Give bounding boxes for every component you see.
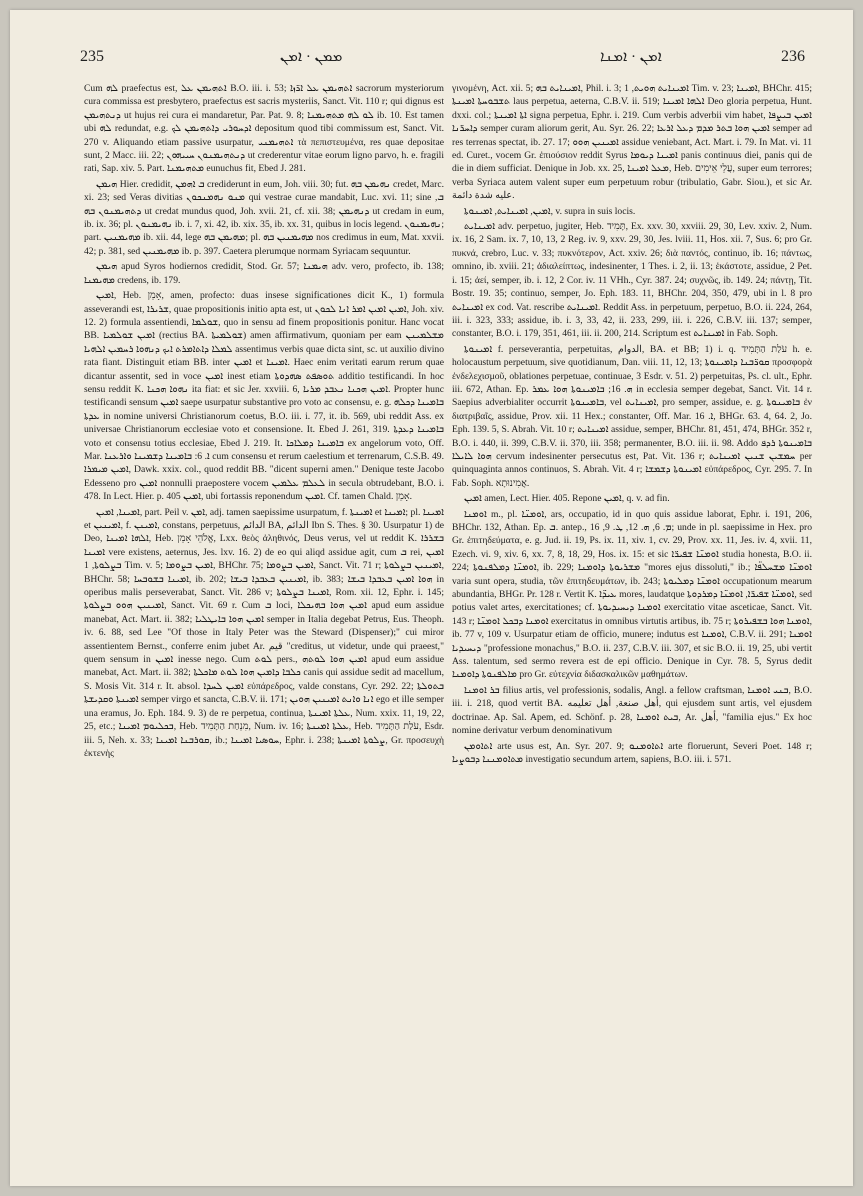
running-title-right: ܐܡܢ · ܐܡܢܐ xyxy=(600,49,662,65)
paragraph: γινομένη, Act. xii. 5; ܐܡܝܢܐܝܬ ܒܗ, Phil. i. 3; ܐܡܝܢܐܝܬ ܗܘܝܬ, 1 Tim. v. 23; ܐܡܝܢܐ, BHChr. 415; ܬܫܒܘܚܬܐ ܐܡܝܢܬܐ laus perpetua, aeterna, C.B.V. ii. 519; ܐܠܗܐ ܐܡܝܢܐ Deo gloria perpetua, Hunt. dxxi. col.; ܐܬܐ ܐܡܝܢܬܐ signa perpetua, Ephr. i. 219. Cum verbis adverbii vim habet, ܐܡܝܢ ܒܝܨܦܐ ܕܐܚܪ̈ܢܐ semper curam aliorum gerit, Au. Syr. 26. 22; ܐܡܝܢ ܗܘܐ ܒܬܪ ܡܕܡ ܕܥܠ ܐܪܥܐ semper ad res terrenas spectat, ib. 27. 17; ܐܡܝܢܝܢ ܗܘܘ assidue veniebant, Act. Mart. i. 79. In Mat. vi. 11 ed. Curet., vocem Gr. ἐπιούσιον reddit Syrus ܐܡܝܢܐ ܕܝܘܡܐ panis continuus diei, panis qui de die in diem sufficiat. Denique in Job. xx. 25, ܡܥܠ ܐܡܝܢܐ, Heb. עֲלֵי אֵימִים, super eum terrores; verba Syriaca autem valent super eum perpetuum robur (tribulatio, Gabr. Siou.), et sic Ar. عليه شدة دائمة. xyxy=(452,83,812,202)
paragraph: ܐܡܝܢܐ, ܐܡܝܢ, part. Peil v. ܐܡܢ, adj. tamen saepissime usurpatum, f. ܐܡܝܢܬܐ et ܐܡܝܢܐ; pl. ܐܡܝܢܐ et ܐܡܝܢܝܢ, f. ܐܡܝܢܢ, constans, perpetuus, الدائم BA, الدائم Ibn S. Thes. § 30. Usurpatur 1) de Deo, ܐܠܗܐ ܐܡܝܢܐ, Heb. אֱלֹהֵי אָמֵן, Lxx. θεὸς ἀληθινός, Deus verus, vel ut reddit K. ܒܫܪܪܐ ܐܡܝܢܐ vere existens, aeternus, Jes. lxv. 16. 2) de eo qui aliqd assidue agit, cum ܒ rei, ܐܡܝܢ ܒܨܠܘܬܐ, 1 Tim. v. 5; ܐܡܝܢ ܒܨܘܡܐ, BHChr. 75; ܐܡܝܢ ܒܨܘܡܐ, Sanct. Vit. 71 r; ܐܡܝܢܝܢ ܒܨܠܘܬܐ, BHChr. 58; ܐܡܝܢܐ ܒܫܘܒܚܐ, ib. 202; ܐܡܝܢܝܢ ܒܥܒܕܐ ܒܝܫܐ, ib. 383; ܗܘܐ ܐܡܝܢ ܒܥܒܕܐ ܒܝܫܐ in operibus malis perseverabat, Sanct. Vit. 286 v; ܐܡܝܢܐ ܒܨܠܘܬܐ, Rom. xii. 12, Ephr. i. 145; ܐܡܝܢܝܢ ܗܘܘ ܒܨܠܘܬܐ, Sanct. Vit. 69 r. Cum ܒ loci, ܐܡܝܢ ܗܘܐ ܒܗܝܟܠܐ apud eum assidue manebat, Act. Mart. ii. 382; ܐܡܝܢ ܗܘܐ ܒܐܝܛܠܝܐ semper in Italia degebat Petrus, Eus. Theoph. iv. 6. 88, sed Lee "Of those in Italy Peter was the Steward (Dispenser);" cui miror assentientem Bernst., conferre enim jubet Ar. قيم "creditus, ut videtur, unde qui praeest," quem sensum in ܐܡܝܢ inesse nego. Cum ܠܘܬ pers., ܐܡܝܢ ܗܘܐ ܠܘܬܗ apud eum assidue manebat, Act. Mart. ii. 382; ܟܠܒܐ ܕܐܡܝܢ ܗܘܐ ܠܘܬ ܡܐܟܠܬܐ canis qui assidue sedit ad macellum, S. Mosis Vit. 314 r. It. absol. ܐܡܝܢ ܠܚܕܐ εὐπάρεδρος, valde constans, Cyr. 292. 22; ܒܬܘܠܬܐ ܐܡܝܢܬܐ ܘܩܕܝܫܬܐ semper virgo et sancta, C.B.V. ii. 171; ܐܢܐ ܘܐܢܬ ܐܡܝܢܝܢ ܗܘܝܢ ego et ille semper una eramus, Jo. Eph. 184. 9. 3) de re perpetua, continua, ܥܠܬܐ ܐܡܝܢܬܐ, Num. xxix. 11, 19, 22, 25, etc.; ܒܟܠܝܘܡ ܐܡܝܢܐ, Heb. מִנְחַת הַתָּמִיד, Num. iv. 16; ܥܠܬܐ ܐܡܝܢܬܐ, Heb. עֹלַת הַתָּמִיד, Esdr. iii. 5, Neh. x. 33; ܩܘܪܒܢܐ ܐܡܝܢܐ, ib.; ܚܘܣܝܐ ܐܡܝܢܐ, Ephr. i. 238; ܨܠܘܬܐ ܐܡܝܢܬܐ, Gr. προσευχὴ ἐκτενὴς xyxy=(84,506,444,759)
paragraph: ܐܡܝܢ, Heb. אָמֵן, amen, profecto: duas insese significationes dicit K., 1) formula asseverandi est, ܫܪܝܪܐ, quae propositionis initio apta est, ut ܐܡܝܢ ܐܡܝܢ ܐܡܪ ܐܢܐ ܠܟܘܢ, Joh. xiv. 12. 2) formula assentiendi, ܫܘܠܡܐ, quo in sensu ad finem propositionis ponitur. Hanc vocat BB. ܐܡܝܢ ܫܘܠܡܝܐ (rectius BA. ܫܘܠܡܝܬܐ) amen affirmativum, quoniam per eam ܡܫܠܡܝܢܢ ܠܡܠܐ ܕܐܬܐܡܪܬ ܐܝܟ ܕܢܗܘܐ ܪܚܡܝܢ ܐܠܗܝܐ assentimus verbis quae dicta sint, sc. ut auxilio divino rata fiant. Distinguit etiam BB. inter ܐܡܝܢ et ܐܡܝܢܐ. Haec enim veritati earum rerum quae dicantur assentit, sed in voce ܐܡܝܢ inest etiam ܬܘܣܦܬ ܣܗܕܘܬܐ additio testificandi. In hoc sensu reddit K. ܢܗܘܐ ܗܟܢܐ ita fiat: et sic Jer. xxviii. 6, ܐܡܝܢ ܗܟܢܐ ܢܥܒܕ ܡܪܝܐ. Propter hunc testificandi sensum ܐܡܝܢ saepe usurpatur substantive pro voto ac consensu, e. g. ܒܐܡܝܢܐ ܕܟܠܗ ܥܕܬܐ in nomine universi Christianorum coetus, B.O. iii. i. 77, it. ib. 569, ubi reddit Ass. ex universae Christianorum ecclesiae voto et consensione. It. Ebed J. 261, 319. ܒܐܡܝܢܐ ܕܥܕܬܐ voto et consensu totius ecclesiae, Ebed J. 219. It. ܒܐܡܝܢܐ ܕܡܠܐܟܐ ex angelorum voto, Off. Mar. ܐ. 6: ܒܐܡܝܢܐ ܕܫܡܝܢܐ ܘܐܪܥܢܐ cum consensu et rerum caelestium et terrenarum, C.S.B. 49. ܐܡܝܢ ܡܝܡܪܐ, Dawk. xxix. col., quod reddit BB. "dicent superni amen." Denique teste Jacobo Edesseno pro ܐܡܝܢ nonnulli praepostere vocem ܠܥܠܡ ܥܠܡܝܢ in secula obtrudebant, B.O. i. 478. In Lect. Hier. p. 405 ܐܡܝܢ, ubi fortassis reponendum ܐܡܝܢ. Cf. tamen Chald. אָמֵן. xyxy=(84,290,444,503)
page-header xyxy=(80,44,805,72)
paragraph: ܐܡܝܢܐܝܬ adv. perpetuo, jugiter, Heb. תָּמִיד, Ex. xxv. 30, xxviii. 29, 30, Lev. xxiv. 2, Num. ix. 16, 2 Sam. ix. 7, 10, 13, 2 Reg. iv. 9, xxv. 29, 30, Jes. lviii. 11, Hos. xii. 7, Sus. 6; pro Gr. πυκνά, crebro, Luc. v. 33; πυκνότερον, Act. xxiv. 26; διὰ παντός, continuo, ib. 16; πάντως, omnino, ib. xviii. 21; ἀδιαλείπτως, indesinenter, 1 Thes. i. 2, ii. 13; ἑκάστοτε, assidue, 2 Pet. i. 15; ἀεί, semper, ib. i. 12, 2 Cor. iv. 11 VHh., Cyr. 387. 24; συχνῶς, ib. 149. 24; πάντῃ, Tit. Bostr. 19. 35; continuo, semper, Jo. Eph. 183. 11, BHChr. 204, 350, 479, ubi in l. 8 pro ܐܡܝܢܐܝܬ ex cod. Vat. rescribe ܐܡܝܢܐܝܬ. Reddit Ass. in perpetuum, perpetuo, B.O. ii. 224, 264, iii. i. 323, 333; assidue, ib. i. 3, 33, 42, ii. 233, 299, iii. i. 226, C.B.V. iii. 137; semper, constanter, B.O. i. 179, 351, 461, iii. ii. 200, 214. Scriptum est ܐܡܝܢܐܝܬ in Fab. Soph. xyxy=(452,221,812,340)
paragraph: ܐܘܡܢܐ m., pl. ܐܘܡܢ̈ܐ, ars, occupatio, id in quo quis assidue laborat, Ephr. i. 191, 206, BHChr. 132, Athan. Ep. ܒ. antep., ܡ. 6, ܗ. 12, ܛ. 9, 16; unde in pl. saepissime in Hex. pro Gr. ἐπιτηδεύματα, e. g. Jud. ii. 19, Ps. ix. 11, xiv. 1, cv. 29, Prov. xx. 11, Jes. iv. 4, xvii. 11, Ezech. vi. 9, xiv. 6, xx. 7, 8, 18, 29, Hos. ix. 15: et sic ܐܘܡܢ̈ܐ ܫܦܝܪ̈ܐ studia honesta, B.O. ii. 224; ܐܘܡܢ̈ܐ ܕܡܠܦܢܘܬܐ, ib. 229; ܡܫܪܝܘܬܐ ܕܐܘܡܢܐ "mores ejus dissoluti," ib.; ܐܘܡܢ̈ܐ ܡܫܚܠܦ̈ܐ varia sunt opera, studia, τῶν ἐπιτηδευμάτων, ib. 243; ܐܘܡܢ̈ܐ ܕܡܠܝܘܬܐ occupationum mearum abundantia, BHGr. Pr. 128 r. Vertit K. ܥܝܕ̈ܐ mores, laudatque ܐܘܡܢ̈ܐ ܫܦܝܪ̈ܐ, ܐܘܡܢ̈ܐ ܕܡܪܕܘܬܐ, sed potius valet artes, exercitationes; cf. ܐܘܡܢܐ ܕܝܚܝܕܝܘܬܐ exercitatio vitae asceticae, Sanct. Vit. 143 r; ܐܘܡܢܐ ܕܒܟܠ ܐܘܡܢ̈ܐ exercitatus in omnibus virtutis artibus, ib. 75 r; ܐܘܡܢܐ ܗܘܐ ܒܫܦܝܪܘܬܐ, ib. 77 v, 109 v. Usurpatur etiam de officio, munere; indutus est ܐܘܡܢܐ, C.B.V. ii. 291; ܐܘܡܢܐ ܕܝܚܝܕܝܐ "professione monachus," B.O. ii. 237, C.B.V. iii. 307, et sic B.O. ii. 19, 25, ubi vertit Ass. talentum, sed sermo revera est de epi officio. Denique in Cyr. 78. 5, Syrus dedit ܡܐܠܦܢܘܬܐ ܕܐܘܡܢܐ pro Gr. εὐτεχνία διδασκαλικῶν μαθημάτων. xyxy=(452,508,812,681)
right-column xyxy=(452,82,812,1142)
paragraph: ܐܡܝܢ amen, Lect. Hier. 405. Repone ܐܡܝܢ, q. v. ad fin. xyxy=(464,493,670,505)
paragraph: ܐܡܝܢ, ܐܡܝܢܐܝܬ, ܐܡܝܢܘܬܐ, v. supra in suis locis. xyxy=(464,205,636,217)
left-column xyxy=(84,82,444,1142)
paragraph: ܗܝܡܢ apud Syros hodiernos credidit, Stod. Gr. 57; ܗܝܡܢܐ adv. vero, profecto, ib. 138; ܡܗܝܡܢܐ credens, ib. 179. xyxy=(84,261,444,286)
paragraph: ܒܪ ܐܘܡܢܐ filius artis, vel professionis, sodalis, Angl. a fellow craftsman, ܒܢܝ ܐܘܡܢܐ, B.O. iii. i. 218, quod vertit BA. أهل صنعة, أهل تعليمه, qui ejusdem sunt artis, vel ejusdem doctrinae. Ap. Sal. Apem, ed. Schönf. p. 28, ܒܝܬ ܐܘܡܢܐ, Ar. أهل, "familia ejus." Ex hoc nomine derivatur verbum denominativum xyxy=(452,684,812,737)
dictionary-page xyxy=(10,10,853,1186)
paragraph: ܐܬܐܘܡܢ arte usus est, An. Syr. 207. 9; ܐܬܐܘܡܢܘ arte floruerunt, Severi Poet. 148 r; ܡܬܐܘܡܢܢܐ ܕܒܘܨܝܐ investigatio secundum artem, sapiens, B.O. iii. i. 571. xyxy=(452,740,812,765)
page-number-right: 236 xyxy=(781,48,805,65)
paragraph: ܗܝܡܢ Hier. credidit, ܒ ܐܗܡܢ crediderunt in eum, Joh. viii. 30; fut. ܢܗܝܡܢ ܒܗ credet, Marc. xi. 23; sed Veras divitias ܡܢܘ ܢܗܡܢܟܘܢ qui vestrae curae mandabit, Luc. xvi. 11; sine ܒ, ܕܬܗܝܡܢܘܢ ܒܗ ut credat mundus quod, Joh. xvii. 21, cf. xii. 38; ܕܢܗܝܡܢ ut credam in eum, ib. ix. 36; pl. ܢܗܝܡܢܘܢ ib. i. 7, xi. 42, ib. xix. 35, ib. xx. 31, quibus in locis legend. ܢܗܝܡܢܘܢ; part. ܡܗܝܡܢܝܢ ib. xii. 44, lege ܡܗܝܡܢ ܒܗ; pl. ܡܗܝܡܢܝܢ ܒܗ nos credimus in eum, Mat. xxvii. 42; p. 381, sed ܡܗܝܡܢܝܢ ib. p. 397. Caetera plerumque normam Syriacam sequuntur. xyxy=(84,178,444,257)
paragraph: Cum ܠܗ praefectus est, ܐܬܗܝܡܢ ܥܠ B.O. iii. i. 53; ܐܬܗܝܡܢ ܥܠ ܐܪ̈ܙܐ sacrorum mysteriorum cura commissa est presbytero, praefectus est sacris mysteriis, Sanct. Vit. 110 r; qui dignus est ܕܢܬܗܝܡܢ ut hujus rei cura ei mandaretur, Par. Pat. 9. 8; ܠܘ ܠܗ ܡܬܗܝܡܢܐ ib. 10. Est tamen ubi ܠܗ redundat, e.g. ܐܕܚܘܪܝ ܕܐܬܗܝܡܢ ܠܟ depositum quod tibi commissum est, Sanct. Vit. 270 v. Aliquando etiam passive usurpatur, ܐܬܗܝܡܢܝ τὰ πεπιστευμένα, res quae depositae sunt, 2 Macc. iii. 22; ܕܢܬܗܝܡܢܘܢ ܚܝܝܗܘܢ ut crederentur vitae eorum ligno parvo, h. e. fragili rati, Sap. xiv. 5. Part. ܡܬܗܝܡܢܐ eunuchus fit, Ebed J. 281. xyxy=(84,83,444,175)
paragraph: ܐܡܝܢܘܬܐ f. perseverantia, perpetuitas, الدوام, BA. et BB; 1) i. q. עֹלַת הַתָּמִיד h. e. holocaustum perpetuum, sive quotidianum, Dan. viii. 11, 12, 13; ܩܘܪ̈ܒܢܐ ܕܐܡܝܢܘܬܐ προσφορὰ ἐνδελεχισμοῦ, oblationes perpetuae, continuae, 3 Esdr. v. 51. 2) perpetuitas, Ps. cl. ult., Ephr. iii. 672, Athan. Ep. ܗ. 16; ܒܐܡܝܢܘܬܐ ܗܘܐ ܥܡܪ in ecclesia semper degebat, Sanct. Vit. 14 r. Saepius adverbialiter occurrit ܒܐܡܝܢܘܬܐ, vel ܐܡܝܢܐܝܬ, pro semper, assidue, e. g. ܒܐܡܝܢܘܬܐ ἐν διατριβαῖς, assidue, Prov. xii. 11 Hex.; constanter, Off. Mar. ܐ. 16, BHGr. 63. 4, 64. 2, Jo. Eph. 139. 5, S. Abrah. Vit. 10 r; ܐܡܝܢܐܝܬ assidue, semper, BHChr. 81, 451, 474, BHGr. 352 r, B.O. i. 440, ii. 399, C.B.V. ii. 370, iii. 358; permanenter, B.O. iii. ii. 98. Addo ܒܐܡܝܢܘܬܐ ܪܕܦ ܗܘܐ ܠܐܝܠܐ cervum indesinenter persecutus est, Pat. Vit. 136 r; ܚܡܫܝܢ ܫܢܝܢ ܐܡܝܢܐܝܬ per quinquaginta annos continuos, S. Abrah. Vit. 4 r; ܐܡܝܢܘܬܐ ܕܫܡܫܐ εὐπάρεδρος, Cyr. 295. 7. In Fab. Soph. אֲמִינוּתָא. xyxy=(452,343,812,489)
page-number-left: 235 xyxy=(80,48,104,65)
running-title-left: ܡܡܢ · ܐܡܢ xyxy=(280,49,343,65)
